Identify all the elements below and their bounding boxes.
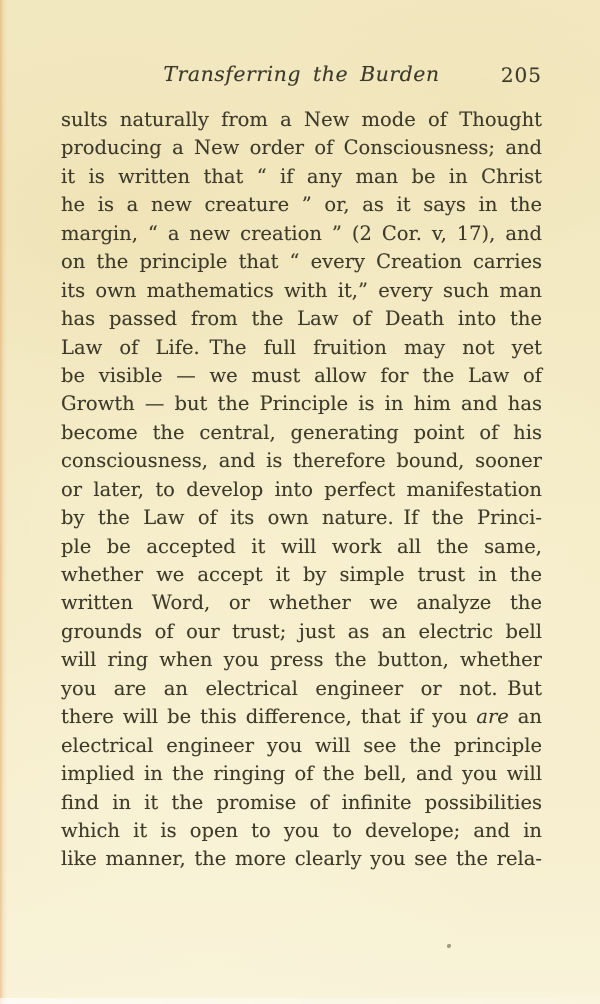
text-line: electrical engineer you will see the principle <box>61 733 542 757</box>
text-line: be visible — we must allow for the Law of <box>61 363 542 387</box>
text-line: become the central, generating point of his <box>61 420 542 444</box>
text-line: he is a new creature ” or, as it says in the <box>61 193 542 217</box>
body-text <box>61 106 542 874</box>
ink-speck <box>447 944 451 948</box>
text-line: will ring when you press the button, whether <box>61 648 542 672</box>
text-line: written Word, or whether we analyze the <box>61 591 542 615</box>
text-line: grounds of our trust; just as an electric bell <box>61 619 542 643</box>
text-line: like manner, the more clearly you see the rela- <box>61 847 542 871</box>
text-line: whether we accept it by simple trust in the <box>61 563 542 586</box>
text-line: margin, “ a new creation ” (2 Cor. v, 17), and <box>61 221 542 245</box>
text-line: which it is open to you to develope; and in <box>61 818 542 842</box>
text-line: there will be this difference, that if you are an <box>61 705 542 729</box>
text-line: Growth — but the Principle is in him and has <box>61 392 542 416</box>
text-line: find in it the promise of infinite possibilities <box>61 790 542 814</box>
text-line: producing a New order of Consciousness; and <box>61 136 542 160</box>
text-line: on the principle that “ every Creation carries <box>61 250 542 274</box>
text-line: consciousness, and is therefore bound, sooner <box>61 449 542 473</box>
text-line: by the Law of its own nature. If the Princi- <box>61 506 542 530</box>
text-line: ple be accepted it will work all the same, <box>61 534 542 558</box>
text-line: sults naturally from a New mode of Thought <box>61 108 542 131</box>
chapter-title: Transferring the Burden <box>163 62 440 86</box>
page-number: 205 <box>500 63 542 87</box>
text-line: its own mathematics with it,” every such man <box>61 278 542 302</box>
scan-left-edge <box>0 0 7 1004</box>
scan-bottom-edge <box>0 998 600 1004</box>
text-line: or later, to develop into perfect manifestation <box>61 477 542 501</box>
text-line: has passed from the Law of Death into the <box>61 307 542 331</box>
text-line: Law of Life. The full fruition may not yet <box>61 335 542 359</box>
text-line: implied in the ringing of the bell, and you will <box>61 762 542 786</box>
text-line: it is written that “ if any man be in Christ <box>61 164 542 188</box>
text-line: you are an electrical engineer or not. But <box>61 676 542 700</box>
running-header <box>61 62 542 92</box>
